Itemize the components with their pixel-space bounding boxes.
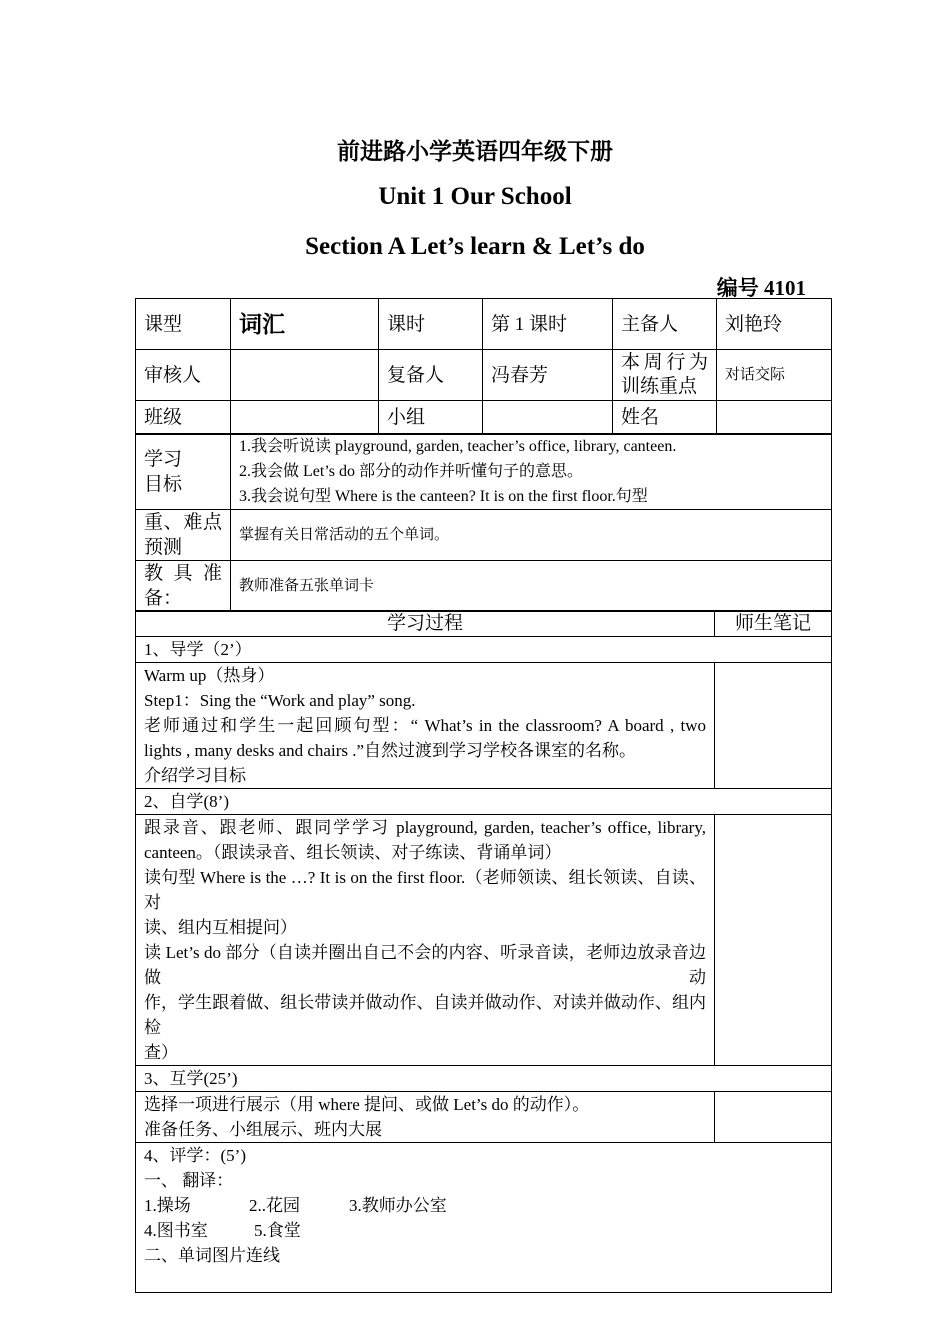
learning-process-table: [135, 610, 832, 1293]
key-points-label: [136, 510, 231, 561]
lead-preparer-label: 主备人: [613, 299, 717, 350]
notes-header: 师生笔记: [715, 611, 832, 637]
section-2-notes: [715, 815, 832, 1066]
content-line: canteen。（跟读录音、组长领读、对子练读、背诵单词）: [144, 843, 562, 862]
learning-goals-list: [231, 434, 832, 510]
content-line: 准备任务、小组展示、班内大展: [144, 1120, 382, 1139]
translate-row-1: [144, 1193, 823, 1218]
content-line: 读 Let’s do 部分（自读并圈出自己不会的内容、听录音读，老师边放录音边做动: [144, 943, 706, 987]
section-1-notes: [715, 663, 832, 789]
section-1-content: [136, 663, 715, 789]
group-value: [483, 401, 613, 435]
section-4-content: [136, 1143, 832, 1293]
content-line: Step1：Sing the “Work and play” song.: [144, 691, 416, 710]
content-line: 介绍学习目标: [144, 766, 246, 785]
goals-table: [135, 433, 832, 612]
content-line: Warm up（热身）: [144, 666, 275, 685]
class-label: 班级: [136, 401, 231, 435]
weekly-focus-value: 对话交际: [717, 350, 832, 401]
co-preparer-value: 冯春芳: [483, 350, 613, 401]
translate-word: 4.图书室: [144, 1221, 208, 1240]
weekly-focus-label-line2: 训练重点: [621, 376, 698, 397]
code-label: 编号: [716, 276, 759, 300]
teaching-aids-label: [136, 561, 231, 612]
learning-goals-label-line1: 学习: [144, 448, 183, 470]
key-points-value: 掌握有关日常活动的五个单词。: [231, 510, 832, 561]
content-line: 读句型 Where is the …? It is on the first floor.（老师领读、组长领读、自读、对: [144, 868, 706, 912]
learning-goals-label-line2: 目标: [144, 473, 183, 495]
content-line: 跟录音、跟老师、跟同学学习 playground, garden, teacher’s office, library,: [144, 818, 706, 837]
unit-title: Unit 1 Our School: [378, 183, 572, 210]
key-points-label-line1: 重、难点: [144, 512, 222, 533]
reviewer-value: [231, 350, 379, 401]
goal-item: 2.我会做 Let’s do 部分的动作并听懂句子的意思。: [239, 463, 583, 480]
translate-row-2: [144, 1218, 823, 1243]
process-header: 学习过程: [136, 611, 715, 637]
section-4-title: 4、评学：(5’): [144, 1146, 246, 1165]
lesson-type-value: 词汇: [231, 299, 379, 350]
section-2-title: 2、自学(8’): [136, 789, 832, 815]
content-line: 读、组内互相提问）: [144, 918, 297, 937]
lesson-type-label: 课型: [136, 299, 231, 350]
group-label: 小组: [379, 401, 483, 435]
learning-goals-label: [136, 434, 231, 510]
content-line: 选择一项进行展示（用 where 提问、或做 Let’s do 的动作）。: [144, 1095, 590, 1114]
reviewer-label: 审核人: [136, 350, 231, 401]
code-value: 4101: [764, 276, 806, 300]
period-label: 课时: [379, 299, 483, 350]
class-value: [231, 401, 379, 435]
key-points-label-line2: 预测: [144, 537, 183, 558]
translate-word: 2..花园: [249, 1196, 300, 1215]
section-1-title: 1、导学（2’）: [136, 637, 832, 663]
content-line: 查）: [144, 1043, 178, 1062]
translate-word: 3.教师办公室: [349, 1196, 447, 1215]
student-name-label: 姓名: [613, 401, 717, 435]
school-title: 前进路小学英语四年级下册: [337, 138, 613, 165]
weekly-focus-label: [613, 350, 717, 401]
section-3-content: [136, 1092, 715, 1143]
content-line: 作，学生跟着做、组长带读并做动作、自读并做动作、对读并做动作、组内检: [144, 993, 706, 1037]
goal-item: 3.我会说句型 Where is the canteen? It is on the first floor.句型: [239, 488, 648, 505]
co-preparer-label: 复备人: [379, 350, 483, 401]
translate-word: 1.操场: [144, 1196, 191, 1215]
weekly-focus-label-line1: 本周行为: [621, 352, 708, 373]
lead-preparer-value: 刘艳玲: [717, 299, 832, 350]
student-name-value: [717, 401, 832, 435]
translate-word: 5.食堂: [254, 1221, 301, 1240]
period-value: 第 1 课时: [483, 299, 613, 350]
teaching-aids-label-line2: 备：: [144, 588, 183, 609]
teaching-aids-label-line1: 教 具 准: [144, 563, 222, 584]
translate-heading: 一、 翻译：: [144, 1171, 234, 1190]
content-line: 老师通过和学生一起回顾句型：“ What’s in the classroom? A board , two: [144, 716, 706, 735]
section-2-content: [136, 815, 715, 1066]
section-3-notes: [715, 1092, 832, 1143]
matching-heading: 二、单词图片连线: [144, 1246, 280, 1265]
content-line: lights , many desks and chairs .”自然过渡到学习学校各课室的名称。: [144, 741, 637, 760]
lesson-info-table: [135, 298, 832, 435]
teaching-aids-value: 教师准备五张单词卡: [231, 561, 832, 612]
section-3-title: 3、互学(25’): [136, 1066, 832, 1092]
goal-item: 1.我会听说读 playground, garden, teacher’s office, library, canteen.: [239, 438, 677, 455]
section-title: Section A Let’s learn & Let’s do: [305, 233, 645, 260]
